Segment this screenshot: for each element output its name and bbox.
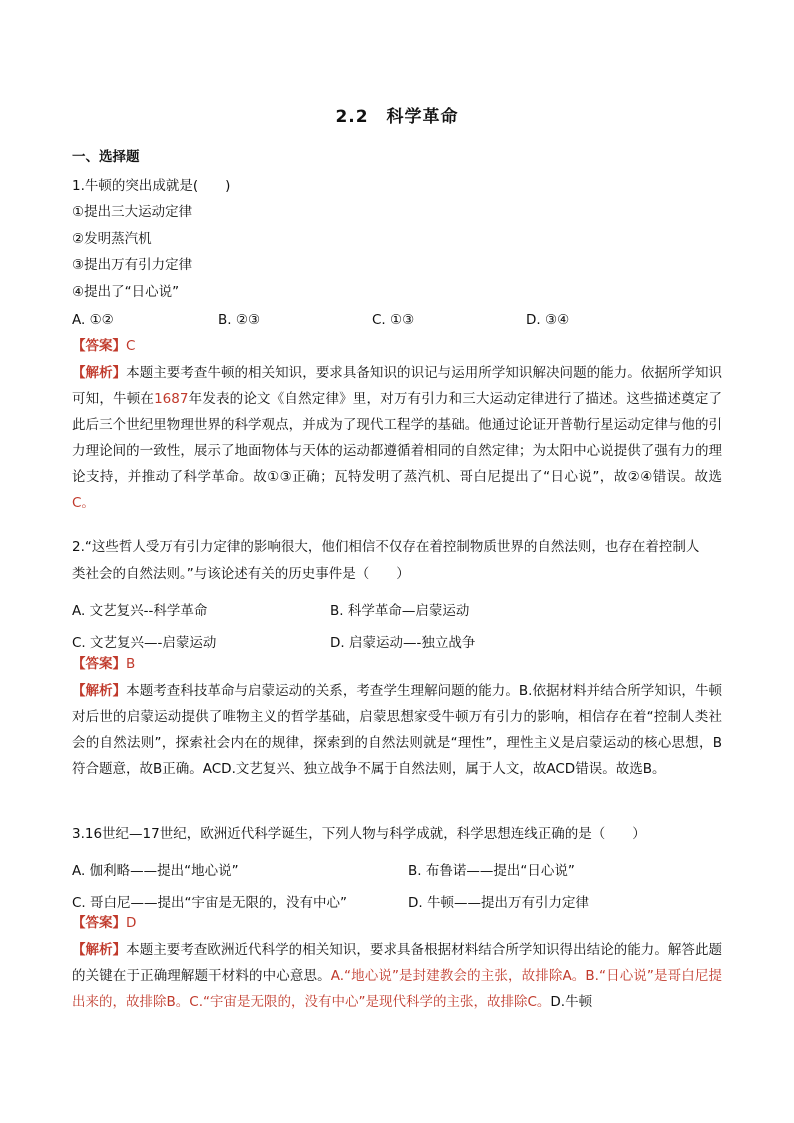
q1-option-a: A. ①② [72, 312, 114, 328]
q1-item-2: ②发明蒸汽机 [72, 231, 152, 247]
q2-option-a: A. 文艺复兴--科学革命 [72, 603, 208, 619]
answer-tag: 【答案】 [72, 338, 126, 354]
q3-option-c: C. 哥白尼——提出“宇宙是无限的，没有中心” [72, 895, 347, 911]
q3-answer [72, 915, 136, 932]
q3-stem: 3.16世纪—17世纪，欧洲近代科学诞生，下列人物与科学成就，科学思想连线正确的是（ ） [72, 826, 646, 842]
analysis-tag: 【解析】 [72, 365, 127, 381]
analysis-tag: 【解析】 [72, 942, 127, 958]
page-title: 2.2 科学革命 [335, 107, 459, 127]
analysis-text: D.牛顿 [550, 994, 593, 1010]
q2-stem-line-2: 类社会的自然法则。”与该论述有关的历史事件是（ ） [72, 566, 410, 582]
answer-value: B [126, 656, 136, 672]
analysis-year: 1687 [154, 391, 189, 407]
q2-answer [72, 656, 135, 673]
q1-analysis [72, 360, 722, 516]
answer-tag: 【答案】 [72, 915, 126, 931]
answer-value: C [126, 338, 136, 354]
q3-option-d: D. 牛顿——提出万有引力定律 [408, 895, 589, 911]
q3-option-b: B. 布鲁诺——提出“日心说” [408, 863, 575, 879]
answer-tag: 【答案】 [72, 656, 126, 672]
q1-item-4: ④提出了“日心说” [72, 284, 180, 300]
answer-value: D [126, 915, 137, 931]
analysis-text: 本题主要考查欧洲近代科学的相关知识，要求具备根据材料结合所学知识得出结论的能力。解答此题的关键在于正确理解题干材料的中心意思。 [72, 942, 723, 984]
q1-option-c: C. ①③ [372, 312, 415, 328]
q1-item-1: ①提出三大运动定律 [72, 204, 193, 220]
q2-option-d: D. 启蒙运动—-独立战争 [330, 635, 476, 651]
q1-stem: 1.牛顿的突出成就是( ) [72, 178, 231, 194]
section-heading: 一、选择题 [72, 149, 140, 165]
q1-option-d: D. ③④ [526, 312, 570, 328]
analysis-text: 本题考查科技革命与启蒙运动的关系，考查学生理解问题的能力。B.依据材料并结合所学知识，牛顿对后世的启蒙运动提供了唯物主义的哲学基础，启蒙思想家受牛顿万有引力的影响，相信存在着“控制人类社会的自然法则”，探索社会内在的规律，探索到的自然法则就是“理性”，理性主义是启蒙运动的核心思想，B符合题意，故B正确。ACD.文艺复兴、独立战争不属于自然法则，属于人文，故ACD错误。故选B。 [72, 683, 722, 777]
q2-analysis [72, 678, 722, 782]
analysis-text: 年发表的论文《自然定律》里，对万有引力和三大运动定律进行了描述。这些描述奠定了此后三个世纪里物理世界的科学观点，并成为了现代工程学的基础。他通过论证开普勒行星运动定律与他的引力理论间的一致性，展示了地面物体与天体的运动都遵循着相同的自然定律；为太阳中心说提供了强有力的理论支持，并推动了科学革命。故①③正确；瓦特发明了蒸汽机、哥白尼提出了“日心说”，故②④错误。故选 [72, 391, 723, 485]
analysis-highlight: A.“地心说”是封建教会的主张，故排除A。B.“日心说”是哥白尼提出来的，故排除B。C.“宇宙是无限的，没有中心”是现代科学的主张，故排除C。 [72, 968, 722, 1010]
analysis-tag: 【解析】 [72, 683, 127, 699]
q1-answer [72, 338, 135, 355]
q3-option-a: A. 伽利略——提出“地心说” [72, 863, 239, 879]
q3-analysis [72, 937, 722, 1015]
q1-item-3: ③提出万有引力定律 [72, 257, 193, 273]
analysis-text: 本题主要考查牛顿的相关知识，要求具备知识的识记与运用所学知识解决问题的能力。依据所学知识可知，牛顿在 [72, 365, 723, 407]
q2-option-b: B. 科学革命—启蒙运动 [330, 603, 470, 619]
q2-stem-line-1: 2.“这些哲人受万有引力定律的影响很大，他们相信不仅存在着控制物质世界的自然法则，也存在着控制人 [72, 539, 700, 555]
q2-option-c: C. 文艺复兴—-启蒙运动 [72, 635, 217, 651]
q1-option-b: B. ②③ [218, 312, 261, 328]
analysis-choice: C。 [72, 495, 95, 511]
